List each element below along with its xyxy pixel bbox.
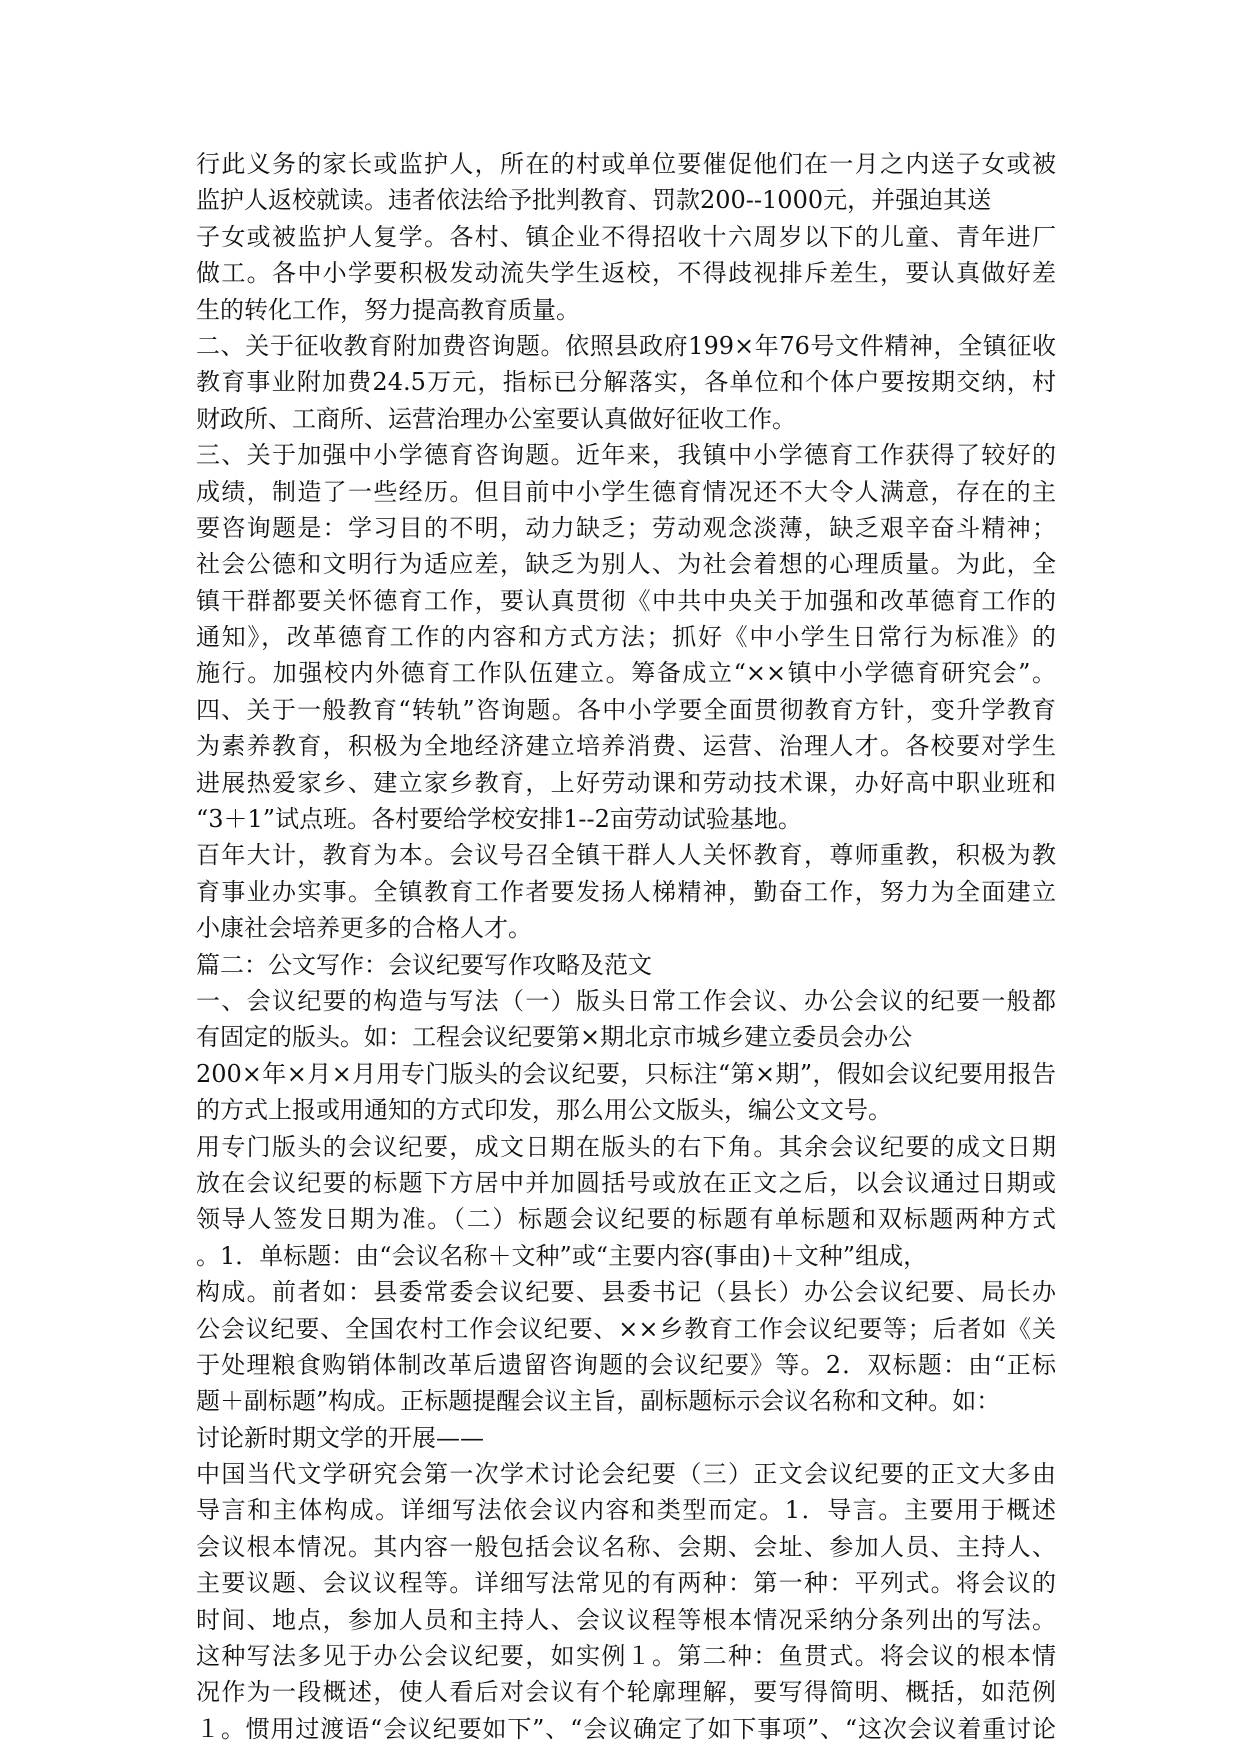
text-line: 时间、地点，参加人员和主持人、会议议程等根本情况采纳分条列出的写法。 (196, 1605, 1056, 1634)
text-line: 于处理粮食购销体制改革后遗留咨询题的会议纪要》等。2．双标题：由“正标 (196, 1350, 1056, 1379)
text-line: 一、会议纪要的构造与写法（一）版头日常工作会议、办公会议的纪要一般都 (196, 986, 1056, 1015)
text-line: 为素养教育，积极为全地经济建立培养消费、运营、治理人才。各校要对学生 (196, 732, 1056, 761)
text-line: 题＋副标题”构成。正标题提醒会议主旨，副标题标示会议名称和文种。如： (196, 1387, 1001, 1416)
text-line: 中国当代文学研究会第一次学术讨论会纪要（三）正文会议纪要的正文大多由 (196, 1460, 1056, 1489)
text-line: 四、关于一般教育“转轨”咨询题。各中小学要全面贯彻教育方针，变升学教育 (196, 695, 1056, 724)
text-line: 成绩，制造了一些经历。但目前中小学生德育情况还不大令人满意，存在的主 (196, 477, 1056, 506)
text-line: 生的转化工作，努力提高教育质量。 (196, 295, 580, 324)
document-body (196, 146, 1056, 1747)
text-line: 财政所、工商所、运营治理办公室要认真做好征收工作。 (196, 404, 796, 433)
text-line: 三、关于加强中小学德育咨询题。近年来，我镇中小学德育工作获得了较好的 (196, 441, 1056, 470)
text-line: 放在会议纪要的标题下方居中并加圆括号或放在正文之后，以会议通过日期或 (196, 1168, 1056, 1197)
text-line: 二、关于征收教育附加费咨询题。依照县政府199×年76号文件精神，全镇征收 (196, 331, 1056, 360)
text-line: 用专门版头的会议纪要，成文日期在版头的右下角。其余会议纪要的成文日期 (196, 1132, 1056, 1161)
text-line: 主要议题、会议议程等。详细写法常见的有两种：第一种：平列式。将会议的 (196, 1569, 1056, 1598)
text-line: “3＋1”试点班。各村要给学校安排1--2亩劳动试验基地。 (196, 805, 802, 834)
text-line: 教育事业附加费24.5万元，指标已分解落实，各单位和个体户要按期交纳，村 (196, 368, 1056, 397)
text-line: 要咨询题是：学习目的不明，动力缺乏；劳动观念淡薄，缺乏艰辛奋斗精神； (196, 513, 1056, 542)
text-line: 监护人返校就读。违者依法给予批判教育、罚款200--1000元，并强迫其送 (196, 186, 992, 215)
text-line: 育事业办实事。全镇教育工作者要发扬人梯精神，勤奋工作，努力为全面建立 (196, 877, 1056, 906)
text-line: 会议根本情况。其内容一般包括会议名称、会期、会址、参加人员、主持人、 (196, 1532, 1056, 1561)
text-line: 镇干群都要关怀德育工作，要认真贯彻《中共中央关于加强和改革德育工作的 (196, 586, 1056, 615)
text-line: 讨论新时期文学的开展—— (196, 1423, 484, 1452)
text-line: 百年大计，教育为本。会议号召全镇干群人人关怀教育，尊师重教，积极为教 (196, 841, 1056, 870)
text-line: 通知》，改革德育工作的内容和方式方法；抓好《中小学生日常行为标准》的 (196, 623, 1056, 652)
text-line: １。惯用过渡语“会议纪要如下”、“会议确定了如下事项”、“这次会议着重讨论 (196, 1714, 1056, 1743)
text-line: 况作为一段概述，使人看后对会议有个轮廓理解，要写得简明、概括，如范例 (196, 1678, 1056, 1707)
text-line: 构成。前者如：县委常委会议纪要、县委书记（县长）办公会议纪要、局长办 (196, 1278, 1056, 1307)
text-line: 行此义务的家长或监护人，所在的村或单位要催促他们在一月之内送子女或被 (196, 150, 1056, 178)
text-line: 有固定的版头。如：工程会议纪要第×期北京市城乡建立委员会办公 (196, 1023, 913, 1052)
text-line: 。1．单标题：由“会议名称＋文种”或“主要内容(事由)＋文种”组成， (196, 1241, 928, 1270)
text-line: 领导人签发日期为准。（二）标题会议纪要的标题有单标题和双标题两种方式 (196, 1205, 1056, 1234)
text-line: 小康社会培养更多的合格人才。 (196, 914, 532, 943)
text-line: 篇二：公文写作：会议纪要写作攻略及范文 (196, 950, 652, 979)
text-line: 施行。加强校内外德育工作队伍建立。筹备成立“××镇中小学德育研究会”。 (196, 659, 1056, 688)
text-line: 的方式上报或用通知的方式印发，那么用公文版头，编公文文号。 (196, 1096, 892, 1125)
text-line: 做工。各中小学要积极发动流失学生返校，不得歧视排斥差生，要认真做好差 (196, 259, 1056, 288)
text-line: 社会公德和文明行为适应差，缺乏为别人、为社会着想的心理质量。为此，全 (196, 550, 1056, 579)
text-line: 这种写法多见于办公会议纪要，如实例１。第二种：鱼贯式。将会议的根本情 (196, 1642, 1056, 1671)
text-line: 公会议纪要、全国农村工作会议纪要、××乡教育工作会议纪要等；后者如《关 (196, 1314, 1056, 1343)
text-line: 200×年×月×月用专门版头的会议纪要，只标注“第×期”，假如会议纪要用报告 (196, 1059, 1056, 1088)
text-line: 进展热爱家乡、建立家乡教育，上好劳动课和劳动技术课，办好高中职业班和 (196, 768, 1056, 797)
text-line: 子女或被监护人复学。各村、镇企业不得招收十六周岁以下的儿童、青年进厂 (196, 222, 1056, 251)
text-line: 导言和主体构成。详细写法依会议内容和类型而定。1．导言。主要用于概述 (196, 1496, 1056, 1525)
